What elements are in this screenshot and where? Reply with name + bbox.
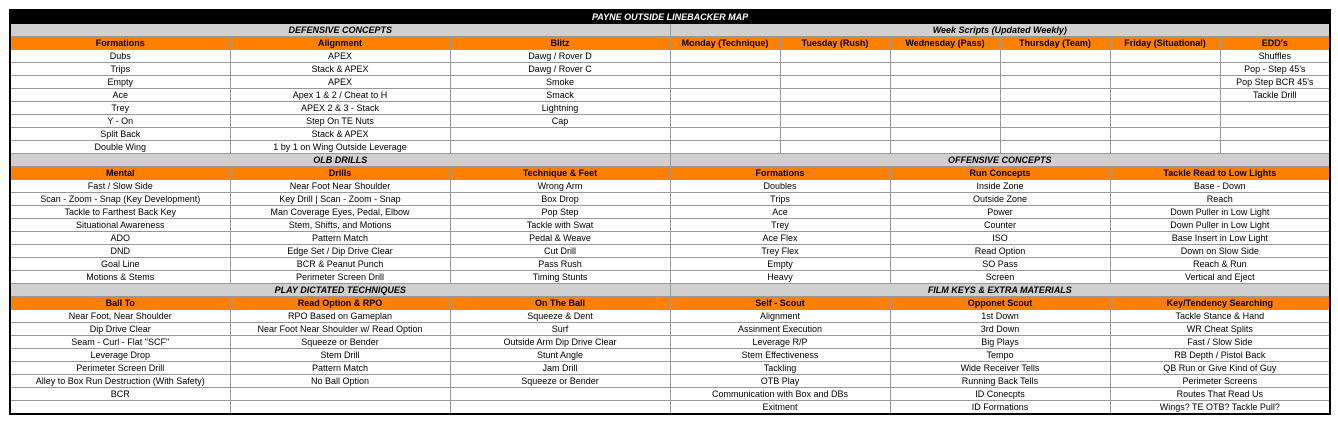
table-cell[interactable]: Tackling bbox=[670, 362, 890, 375]
section-title-row bbox=[10, 154, 1330, 167]
table-cell[interactable] bbox=[670, 102, 780, 115]
table-cell[interactable]: Trips bbox=[10, 63, 230, 76]
table-cell[interactable]: Tackle Drill bbox=[1220, 89, 1330, 102]
table-cell[interactable] bbox=[780, 141, 890, 154]
table-cell[interactable]: Inside Zone bbox=[890, 180, 1110, 193]
table-cell[interactable]: Down on Slow Side bbox=[1110, 245, 1330, 258]
table-cell[interactable]: Trey bbox=[10, 102, 230, 115]
table-cell[interactable] bbox=[780, 50, 890, 63]
table-cell[interactable]: Step On TE Nuts bbox=[230, 115, 450, 128]
table-cell[interactable]: Empty bbox=[10, 76, 230, 89]
column-header[interactable]: Key/Tendency Searching bbox=[1110, 297, 1330, 310]
table-cell[interactable]: Trey bbox=[670, 219, 890, 232]
table-row bbox=[10, 115, 1330, 128]
table-cell[interactable]: Surf bbox=[450, 323, 670, 336]
table-cell[interactable]: Dubs bbox=[10, 50, 230, 63]
table-cell[interactable] bbox=[890, 89, 1000, 102]
table-cell[interactable] bbox=[230, 388, 450, 401]
table-cell[interactable] bbox=[1110, 76, 1220, 89]
table-cell[interactable]: Exitment bbox=[670, 401, 890, 415]
table-cell[interactable]: Stunt Angle bbox=[450, 349, 670, 362]
table-cell[interactable] bbox=[1110, 128, 1220, 141]
table-cell[interactable]: Man Coverage Eyes, Pedal, Elbow bbox=[230, 206, 450, 219]
table-row bbox=[10, 76, 1330, 89]
table-cell[interactable]: Pop Step bbox=[450, 206, 670, 219]
table-cell[interactable]: Pattern Match bbox=[230, 362, 450, 375]
column-header[interactable]: Self - Scout bbox=[670, 297, 890, 310]
table-cell[interactable] bbox=[780, 102, 890, 115]
table-cell[interactable]: 3rd Down bbox=[890, 323, 1110, 336]
table-cell[interactable]: Doubles bbox=[670, 180, 890, 193]
table-row bbox=[10, 375, 1330, 388]
table-cell[interactable]: Stem, Shifts, and Motions bbox=[230, 219, 450, 232]
table-cell[interactable]: Squeeze or Bender bbox=[450, 375, 670, 388]
table-cell[interactable] bbox=[230, 401, 450, 415]
table-cell[interactable] bbox=[1110, 102, 1220, 115]
table-cell[interactable] bbox=[890, 63, 1000, 76]
table-cell[interactable] bbox=[450, 141, 670, 154]
column-header[interactable]: Blitz bbox=[450, 37, 670, 50]
table-cell[interactable] bbox=[450, 401, 670, 415]
table-cell[interactable]: Power bbox=[890, 206, 1110, 219]
table-cell[interactable]: Near Foot, Near Shoulder bbox=[10, 310, 230, 323]
table-cell[interactable]: Pop - Step 45's bbox=[1220, 63, 1330, 76]
table-cell[interactable] bbox=[780, 89, 890, 102]
table-cell[interactable]: Goal Line bbox=[10, 258, 230, 271]
table-cell[interactable] bbox=[1220, 128, 1330, 141]
table-cell[interactable]: Pop Step BCR 45's bbox=[1220, 76, 1330, 89]
table-cell[interactable]: Trips bbox=[670, 193, 890, 206]
table-cell[interactable]: Near Foot Near Shoulder bbox=[230, 180, 450, 193]
table-cell[interactable]: Smoke bbox=[450, 76, 670, 89]
table-cell[interactable]: Reach & Run bbox=[1110, 258, 1330, 271]
table-cell[interactable]: Down Puller in Low Light bbox=[1110, 219, 1330, 232]
table-cell[interactable]: RB Depth / Pistol Back bbox=[1110, 349, 1330, 362]
table-cell[interactable] bbox=[890, 128, 1000, 141]
table-row bbox=[10, 349, 1330, 362]
table-cell[interactable]: Cap bbox=[450, 115, 670, 128]
table-cell[interactable] bbox=[890, 141, 1000, 154]
table-cell[interactable]: Wings? TE OTB? Tackle Pull? bbox=[1110, 401, 1330, 415]
table-cell[interactable]: Stem Drill bbox=[230, 349, 450, 362]
table-cell[interactable] bbox=[1220, 115, 1330, 128]
table-cell[interactable]: Key Drill | Scan - Zoom - Snap bbox=[230, 193, 450, 206]
section-title[interactable]: DEFENSIVE CONCEPTS bbox=[10, 24, 670, 37]
table-row bbox=[10, 193, 1330, 206]
table-cell[interactable]: Apex 1 & 2 / Cheat to H bbox=[230, 89, 450, 102]
table-cell[interactable]: Wide Receiver Tells bbox=[890, 362, 1110, 375]
table-cell[interactable]: Edge Set / Dip Drive Clear bbox=[230, 245, 450, 258]
table-cell[interactable]: Pattern Match bbox=[230, 232, 450, 245]
table-cell[interactable] bbox=[780, 63, 890, 76]
table-cell[interactable] bbox=[890, 76, 1000, 89]
sheet-title[interactable]: PAYNE OUTSIDE LINEBACKER MAP bbox=[10, 10, 1330, 24]
table-row bbox=[10, 336, 1330, 349]
column-header[interactable]: Formations bbox=[10, 37, 230, 50]
table-cell[interactable]: Ace bbox=[10, 89, 230, 102]
table-cell[interactable] bbox=[890, 50, 1000, 63]
column-header[interactable]: Tackle Read to Low Lights bbox=[1110, 167, 1330, 180]
table-cell[interactable]: Tackle to Farthest Back Key bbox=[10, 206, 230, 219]
column-header[interactable]: Formations bbox=[670, 167, 890, 180]
table-cell[interactable]: APEX 2 & 3 - Stack bbox=[230, 102, 450, 115]
table-cell[interactable]: 1st Down bbox=[890, 310, 1110, 323]
table-row bbox=[10, 128, 1330, 141]
table-cell[interactable]: APEX bbox=[230, 50, 450, 63]
table-cell[interactable] bbox=[1110, 89, 1220, 102]
table-cell[interactable]: Jam Drill bbox=[450, 362, 670, 375]
table-cell[interactable] bbox=[670, 141, 780, 154]
table-cell[interactable]: Cut Drill bbox=[450, 245, 670, 258]
table-cell[interactable]: Ace bbox=[670, 206, 890, 219]
section-title-row bbox=[10, 24, 1330, 37]
table-cell[interactable]: Fast / Slow Side bbox=[10, 180, 230, 193]
table-cell[interactable]: Leverage R/P bbox=[670, 336, 890, 349]
table-cell[interactable]: Running Back Tells bbox=[890, 375, 1110, 388]
table-cell[interactable]: SO Pass bbox=[890, 258, 1110, 271]
table-cell[interactable] bbox=[1000, 50, 1110, 63]
section-title[interactable]: OLB DRILLS bbox=[10, 154, 670, 167]
table-cell[interactable] bbox=[1110, 63, 1220, 76]
table-cell[interactable]: Split Back bbox=[10, 128, 230, 141]
section-title[interactable]: Week Scripts (Updated Weekly) bbox=[670, 24, 1330, 37]
table-cell[interactable] bbox=[1220, 141, 1330, 154]
column-header[interactable]: Thursday (Team) bbox=[1000, 37, 1110, 50]
table-cell[interactable]: Squeeze & Dent bbox=[450, 310, 670, 323]
column-header[interactable]: Ball To bbox=[10, 297, 230, 310]
column-header[interactable]: Opponet Scout bbox=[890, 297, 1110, 310]
table-cell[interactable]: ADO bbox=[10, 232, 230, 245]
table-cell[interactable]: Motions & Stems bbox=[10, 271, 230, 284]
column-header[interactable]: Alignment bbox=[230, 37, 450, 50]
table-cell[interactable]: Smack bbox=[450, 89, 670, 102]
table-cell[interactable] bbox=[780, 128, 890, 141]
table-cell[interactable]: DND bbox=[10, 245, 230, 258]
table-cell[interactable] bbox=[1000, 89, 1110, 102]
table-row bbox=[10, 102, 1330, 115]
column-header[interactable]: On The Ball bbox=[450, 297, 670, 310]
table-cell[interactable] bbox=[1110, 115, 1220, 128]
table-row bbox=[10, 310, 1330, 323]
column-header-row bbox=[10, 37, 1330, 50]
table-cell[interactable] bbox=[1000, 63, 1110, 76]
table-cell[interactable] bbox=[10, 401, 230, 415]
column-header[interactable]: Friday (Situational) bbox=[1110, 37, 1220, 50]
table-cell[interactable]: Near Foot Near Shoulder w/ Read Option bbox=[230, 323, 450, 336]
table-cell[interactable] bbox=[1000, 76, 1110, 89]
table-cell[interactable]: Base - Down bbox=[1110, 180, 1330, 193]
table-cell[interactable]: Perimeter Screens bbox=[1110, 375, 1330, 388]
table-cell[interactable]: Heavy bbox=[670, 271, 890, 284]
table-cell[interactable]: Tackle Stance & Hand bbox=[1110, 310, 1330, 323]
table-cell[interactable]: Routes That Read Us bbox=[1110, 388, 1330, 401]
table-cell[interactable]: Tempo bbox=[890, 349, 1110, 362]
table-cell[interactable]: Counter bbox=[890, 219, 1110, 232]
table-cell[interactable]: Outside Zone bbox=[890, 193, 1110, 206]
table-cell[interactable]: Stack & APEX bbox=[230, 128, 450, 141]
table-cell[interactable]: Outside Arm Dip Drive Clear bbox=[450, 336, 670, 349]
table-cell[interactable]: Squeeze or Bender bbox=[230, 336, 450, 349]
table-cell[interactable]: Box Drop bbox=[450, 193, 670, 206]
table-cell[interactable]: Ace Flex bbox=[670, 232, 890, 245]
table-cell[interactable]: Dawg / Rover D bbox=[450, 50, 670, 63]
table-cell[interactable]: Seam - Curl - Flat "SCF" bbox=[10, 336, 230, 349]
table-cell[interactable] bbox=[890, 102, 1000, 115]
table-row bbox=[10, 206, 1330, 219]
table-row bbox=[10, 271, 1330, 284]
table-cell[interactable] bbox=[1220, 102, 1330, 115]
table-row bbox=[10, 180, 1330, 193]
table-cell[interactable]: No Ball Option bbox=[230, 375, 450, 388]
table-cell[interactable]: APEX bbox=[230, 76, 450, 89]
table-cell[interactable]: ID Conecpts bbox=[890, 388, 1110, 401]
column-header[interactable]: Drills bbox=[230, 167, 450, 180]
table-cell[interactable] bbox=[1110, 141, 1220, 154]
column-header[interactable]: Technique & Feet bbox=[450, 167, 670, 180]
column-header-row bbox=[10, 167, 1330, 180]
table-cell[interactable]: Fast / Slow Side bbox=[1110, 336, 1330, 349]
title-row bbox=[10, 10, 1330, 24]
table-cell[interactable]: Alley to Box Run Destruction (With Safety) bbox=[10, 375, 230, 388]
table-cell[interactable] bbox=[1000, 141, 1110, 154]
table-row bbox=[10, 401, 1330, 415]
table-cell[interactable] bbox=[890, 115, 1000, 128]
table-cell[interactable]: Timing Stunts bbox=[450, 271, 670, 284]
table-cell[interactable]: WR Cheat Splits bbox=[1110, 323, 1330, 336]
table-cell[interactable] bbox=[670, 76, 780, 89]
table-cell[interactable]: Pedal & Weave bbox=[450, 232, 670, 245]
table-row bbox=[10, 63, 1330, 76]
sheet-container bbox=[9, 9, 1329, 415]
table-cell[interactable] bbox=[450, 128, 670, 141]
table-row bbox=[10, 89, 1330, 102]
table-row bbox=[10, 323, 1330, 336]
table-cell[interactable] bbox=[1000, 102, 1110, 115]
spreadsheet-table bbox=[9, 9, 1331, 415]
table-cell[interactable]: Leverage Drop bbox=[10, 349, 230, 362]
column-header[interactable]: Monday (Technique) bbox=[670, 37, 780, 50]
table-cell[interactable]: Read Option bbox=[890, 245, 1110, 258]
table-cell[interactable]: Shuffles bbox=[1220, 50, 1330, 63]
column-header[interactable]: Read Option & RPO bbox=[230, 297, 450, 310]
table-cell[interactable]: Vertical and Eject bbox=[1110, 271, 1330, 284]
table-cell[interactable]: Double Wing bbox=[10, 141, 230, 154]
column-header-row bbox=[10, 297, 1330, 310]
section-title[interactable]: OFFENSIVE CONCEPTS bbox=[670, 154, 1330, 167]
table-cell[interactable]: ID Formations bbox=[890, 401, 1110, 415]
table-cell[interactable]: Base Insert in Low Light bbox=[1110, 232, 1330, 245]
table-cell[interactable] bbox=[780, 115, 890, 128]
column-header[interactable]: Tuesday (Rush) bbox=[780, 37, 890, 50]
table-cell[interactable]: Lightning bbox=[450, 102, 670, 115]
column-header[interactable]: Mental bbox=[10, 167, 230, 180]
table-cell[interactable]: Perimeter Screen Drill bbox=[230, 271, 450, 284]
section-title-row bbox=[10, 284, 1330, 297]
table-cell[interactable] bbox=[1000, 128, 1110, 141]
table-row bbox=[10, 50, 1330, 63]
table-cell[interactable]: Perimeter Screen Drill bbox=[10, 362, 230, 375]
table-cell[interactable]: RPO Based on Gameplan bbox=[230, 310, 450, 323]
table-cell[interactable]: Trey Flex bbox=[670, 245, 890, 258]
table-row bbox=[10, 388, 1330, 401]
table-row bbox=[10, 141, 1330, 154]
table-cell[interactable]: Dawg / Rover C bbox=[450, 63, 670, 76]
table-cell[interactable] bbox=[670, 115, 780, 128]
table-cell[interactable] bbox=[780, 76, 890, 89]
table-cell[interactable]: Tackle with Swat bbox=[450, 219, 670, 232]
table-cell[interactable] bbox=[670, 63, 780, 76]
column-header[interactable]: Run Concepts bbox=[890, 167, 1110, 180]
table-row bbox=[10, 232, 1330, 245]
table-cell[interactable]: 1 by 1 on Wing Outside Leverage bbox=[230, 141, 450, 154]
table-cell[interactable]: Dip Drive Clear bbox=[10, 323, 230, 336]
table-cell[interactable] bbox=[670, 128, 780, 141]
column-header[interactable]: EDD's bbox=[1220, 37, 1330, 50]
table-cell[interactable]: Communication with Box and DBs bbox=[670, 388, 890, 401]
table-cell[interactable]: Reach bbox=[1110, 193, 1330, 206]
table-cell[interactable]: Alignment bbox=[670, 310, 890, 323]
table-cell[interactable] bbox=[670, 50, 780, 63]
table-row bbox=[10, 219, 1330, 232]
table-cell[interactable]: ISO bbox=[890, 232, 1110, 245]
table-cell[interactable]: Pass Rush bbox=[450, 258, 670, 271]
section-title[interactable]: PLAY DICTATED TECHNIQUES bbox=[10, 284, 670, 297]
table-cell[interactable]: Wrong Arm bbox=[450, 180, 670, 193]
table-cell[interactable]: Assinment Execution bbox=[670, 323, 890, 336]
column-header[interactable]: Wednesday (Pass) bbox=[890, 37, 1000, 50]
table-cell[interactable]: Situational Awareness bbox=[10, 219, 230, 232]
table-cell[interactable] bbox=[1000, 115, 1110, 128]
table-cell[interactable]: BCR bbox=[10, 388, 230, 401]
table-cell[interactable]: Screen bbox=[890, 271, 1110, 284]
table-row bbox=[10, 258, 1330, 271]
table-row bbox=[10, 245, 1330, 258]
section-title[interactable]: FILM KEYS & EXTRA MATERIALS bbox=[670, 284, 1330, 297]
table-cell[interactable]: OTB Play bbox=[670, 375, 890, 388]
table-row bbox=[10, 362, 1330, 375]
table-cell[interactable]: Y - On bbox=[10, 115, 230, 128]
table-cell[interactable] bbox=[670, 89, 780, 102]
table-cell[interactable]: Stack & APEX bbox=[230, 63, 450, 76]
table-cell[interactable] bbox=[450, 388, 670, 401]
table-cell[interactable] bbox=[1110, 50, 1220, 63]
table-cell[interactable]: QB Run or Give Kind of Guy bbox=[1110, 362, 1330, 375]
table-cell[interactable]: Scan - Zoom - Snap (Key Development) bbox=[10, 193, 230, 206]
table-cell[interactable]: Stem Effectiveness bbox=[670, 349, 890, 362]
table-cell[interactable]: Down Puller in Low Light bbox=[1110, 206, 1330, 219]
table-cell[interactable]: Empty bbox=[670, 258, 890, 271]
table-cell[interactable]: Big Plays bbox=[890, 336, 1110, 349]
table-cell[interactable]: BCR & Peanut Punch bbox=[230, 258, 450, 271]
